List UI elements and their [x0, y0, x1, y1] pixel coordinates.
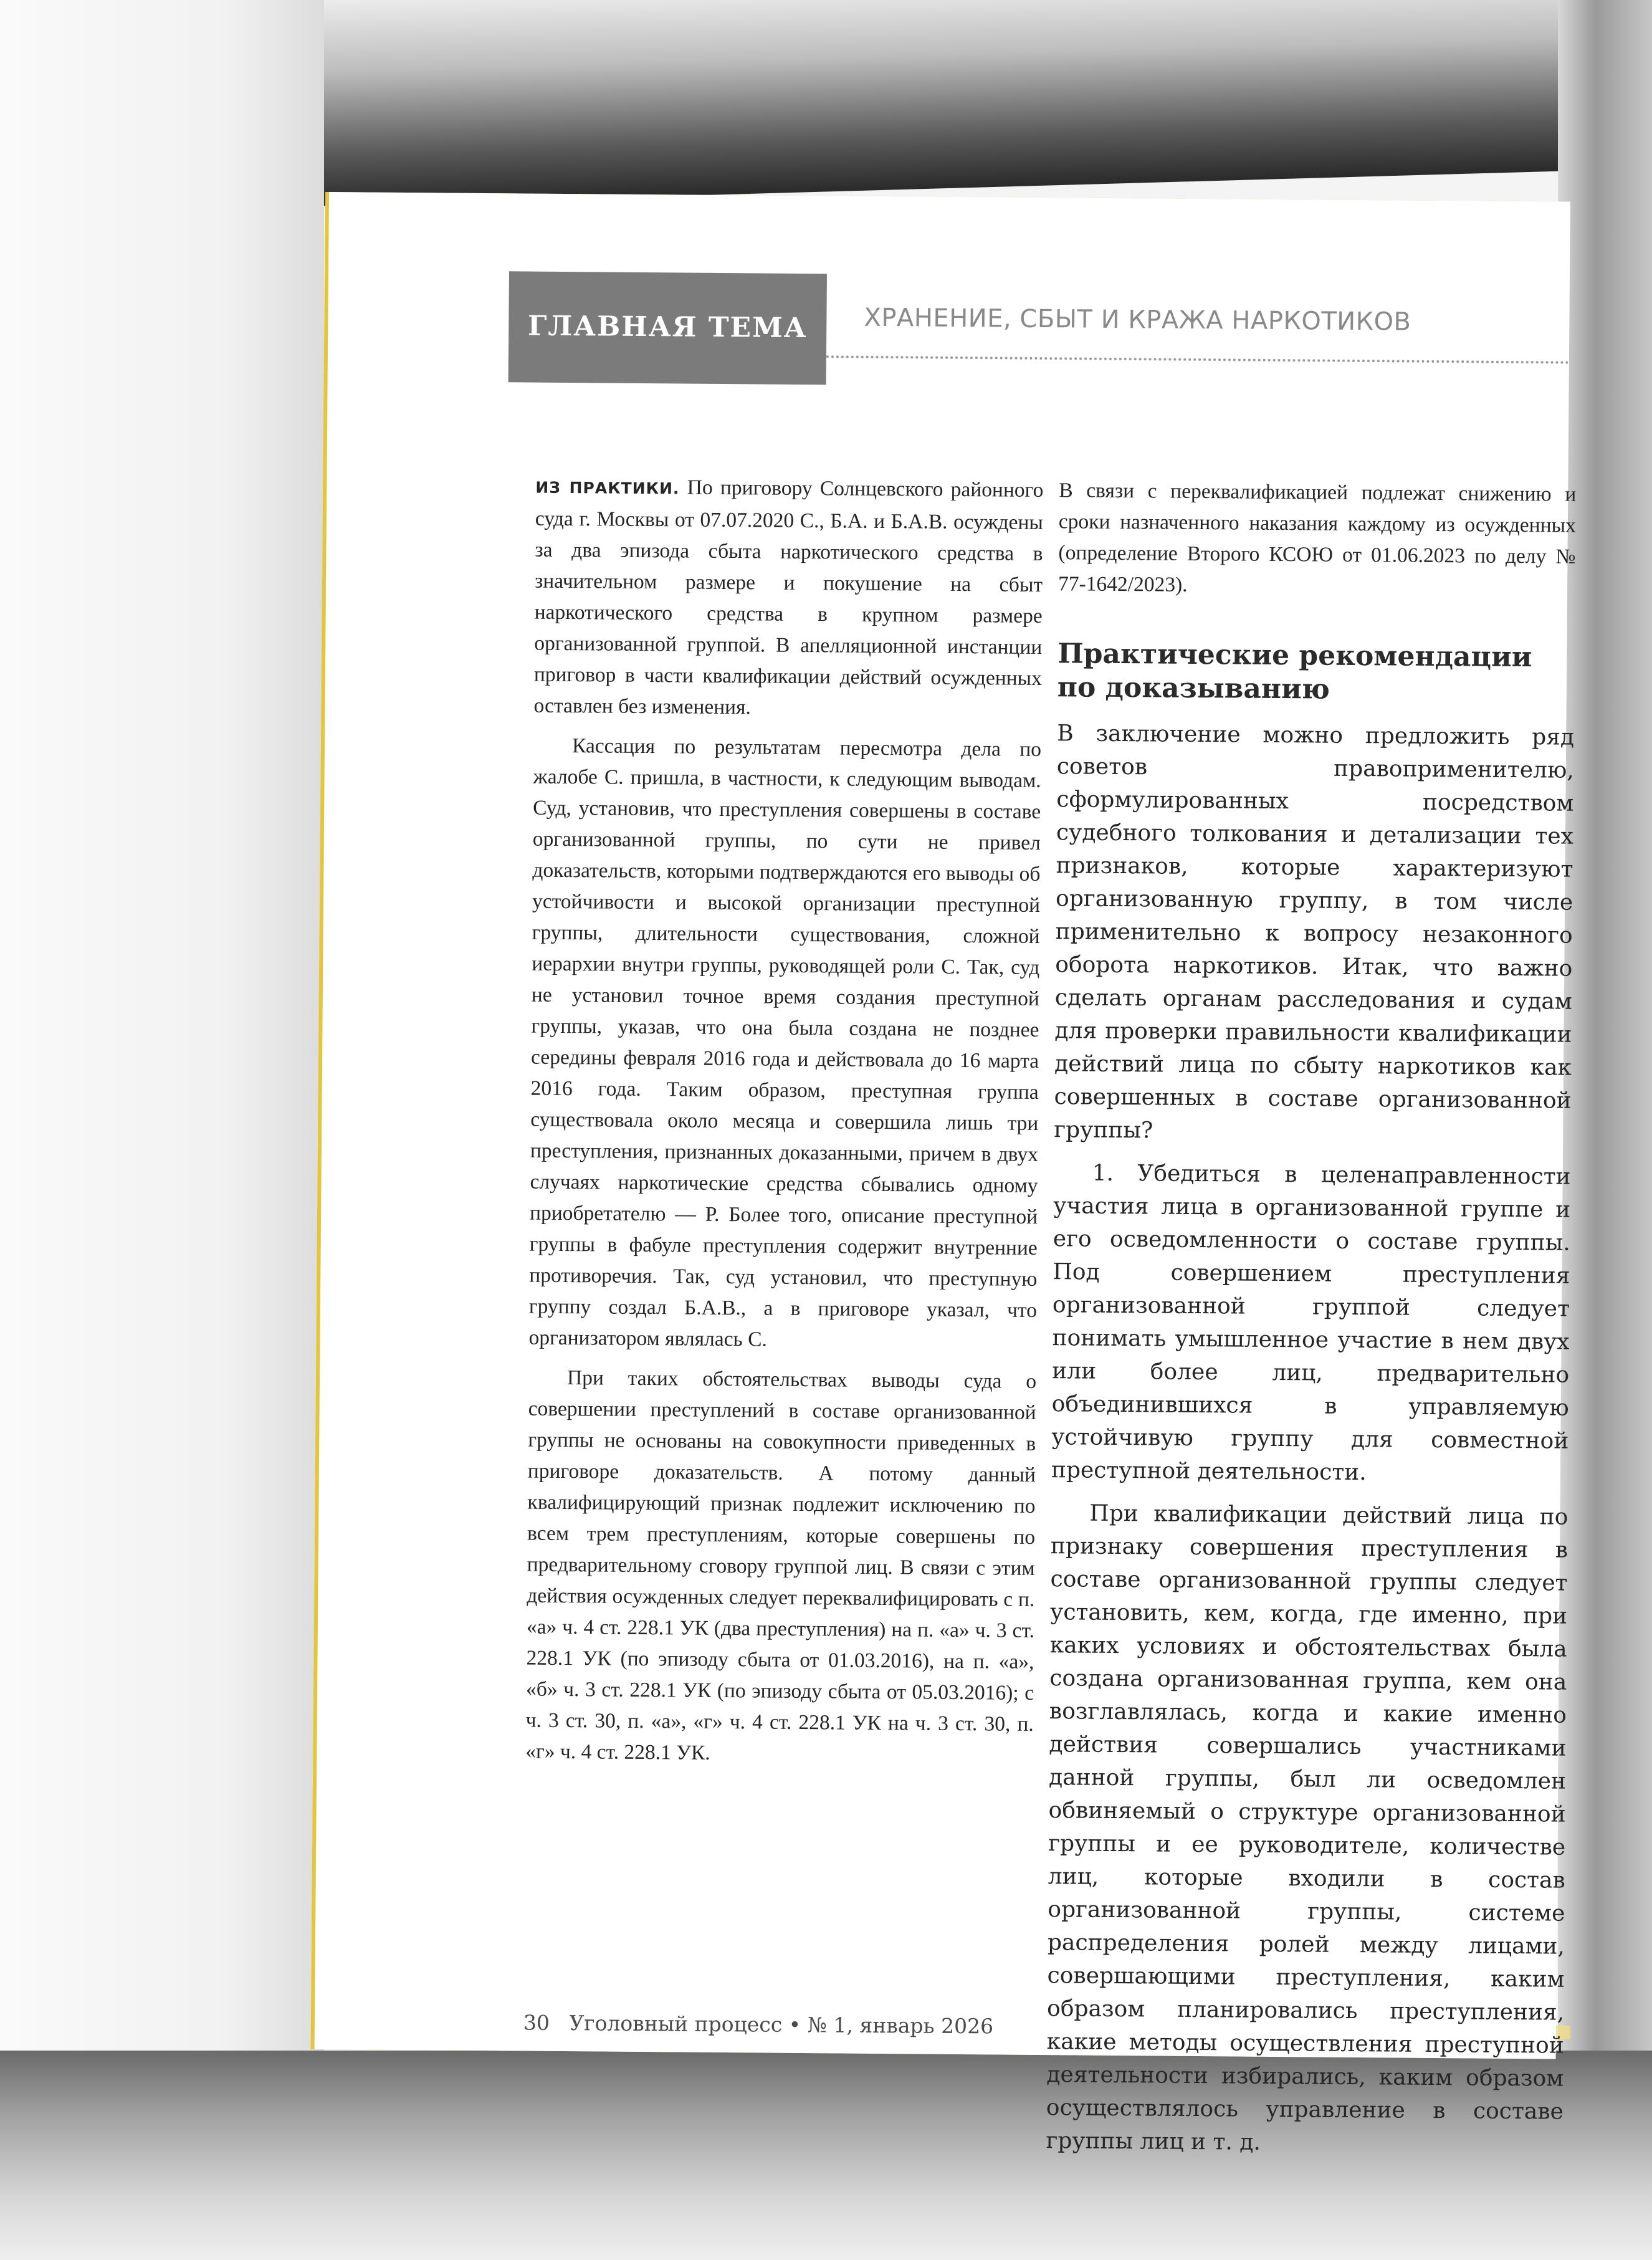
lead-in: ИЗ ПРАКТИКИ. [535, 478, 680, 498]
practice-paragraph [533, 471, 1043, 725]
left-column [525, 471, 1043, 1771]
page-number: 30 [523, 2010, 550, 2035]
practice-text: По приговору Солнцевского районного суда г. Москвы от 07.07.2020 С., Б.А. и Б.А.В. осуждены за два эпизода сбыта наркотического средства в значительном размере и покушение на сбыт наркотического средства в крупном размере организованной группой. В апелляционной инстанции приговор в части квалификации действий осужденных оставлен без изменения. [533, 476, 1044, 719]
magazine-page [315, 192, 1577, 2155]
qualification-paragraph: При квалификации действий лица по признаку совершения преступления в составе организованной группы следует установить, кем, когда, где именно, при каких условиях и обстоятельствах была создана организованная группа, кем она возглавлялась, когда и какие именно действия совершались участниками данной группы, был ли осведомлен обвиняемый о структуре организованной группы и ее руководителе, количестве лиц, которые входили в состав организованной группы, системе распределения ролей между лицами, совершающими преступления, каким образом планировались преступления, какие методы осуществления преступной деятельности избирались, каким образом осуществлялось управление в составе группы лиц и т. д. [1046, 1500, 1568, 2155]
right-column [1046, 475, 1576, 2161]
section-heading: Практические рекомендации по доказыванию [1057, 638, 1532, 706]
scan-background-left [0, 0, 324, 2260]
recommendations-intro: В заключение можно предложить ряд советов правоприменителю, сформулированных посредством судебного толкования и детализации тех признаков, которые характеризуют организованную группу, в том числе применительно к вопросу незаконного оборота наркотиков. Итак, что важно сделать органам расследования и судам для проверки правильности квалификации действий лица по сбыту наркотиков как совершенных в составе организованной группы? [1054, 721, 1575, 1144]
scan-shadow-top [324, 0, 1652, 206]
cassation-paragraph: Кассация по результатам пересмотра дела по жалобе С. пришла, в частности, к следующим выводам. Суд, установив, что преступления совершены в составе организованной группы, по сути не привел доказательств, которыми подтверждаются его выводы об устойчивости и высокой организации преступной группы, длительности существования, сложной иерархии внутри группы, руководящей роли С. Так, суд не установил точное время создания преступной группы, указав, что она была создана не позднее середины февраля 2016 года и действовала до 16 марта 2016 года. Таким образом, преступная группа существовала около месяца и совершила лишь три преступления, признанных доказанными, причем в двух случаях наркотические средства сбывались одному приобретателю — Р. Более того, описание преступной группы в фабуле преступления содержит внутренние противоречия. Так, суд установил, что преступную группу создал Б.А.В., а в приговоре указал, что организатором являлась С. [528, 734, 1042, 1351]
rubric-title: ГЛАВНАЯ ТЕМА [527, 310, 808, 345]
conclusion-paragraph: При таких обстоятельствах выводы суда о совершении преступлений в составе организованной группы не основаны на совокупности приведенных в приговоре доказательств. А потому данный квалифицирующий признак подлежит исключению по всем трем преступлениям, которые совершены по предварительному сговору группой лиц. В связи с этим действия осужденных следует переквалифицировать с п. «а» ч. 4 ст. 228.1 УК (два преступления) на п. «а» ч. 3 ст. 228.1 УК (по эпизоду сбыта от 01.03.2016), на п. «а», «б» ч. 3 ст. 228.1 УК (по эпизоду сбыта от 05.03.2016); с ч. 3 ст. 30, п. «а», «г» ч. 4 ст. 228.1 УК на ч. 3 ст. 30, п. «г» ч. 4 ст. 228.1 УК. [525, 1366, 1037, 1764]
rubric-topic: ХРАНЕНИЕ, СБЫТ И КРАЖА НАРКОТИКОВ [864, 303, 1411, 337]
page-footer [523, 2011, 993, 2039]
continued-paragraph: В связи с переквалификацией подлежат снижению и сроки назначенного наказания каждому из осужденных (определение Второго КСОЮ от 01.06.2023 по делу № 77-1642/2023). [1058, 479, 1577, 596]
scan-shadow-right [1558, 0, 1652, 2260]
recommendation-1: 1. Убедиться в целенаправленности участия лица в организованной группе и его осведомленности о составе группы. Под совершением преступления организованной группой следует понимать умышленное участие в нем двух или более лиц, предварительно объединившихся в управляемую устойчивую группу для совместной преступной деятельности. [1051, 1160, 1571, 1486]
dotted-rule [826, 355, 1569, 363]
rubric-box [508, 271, 827, 385]
journal-info: Уголовный процесс • № 1, январь 2026 [569, 2011, 994, 2039]
